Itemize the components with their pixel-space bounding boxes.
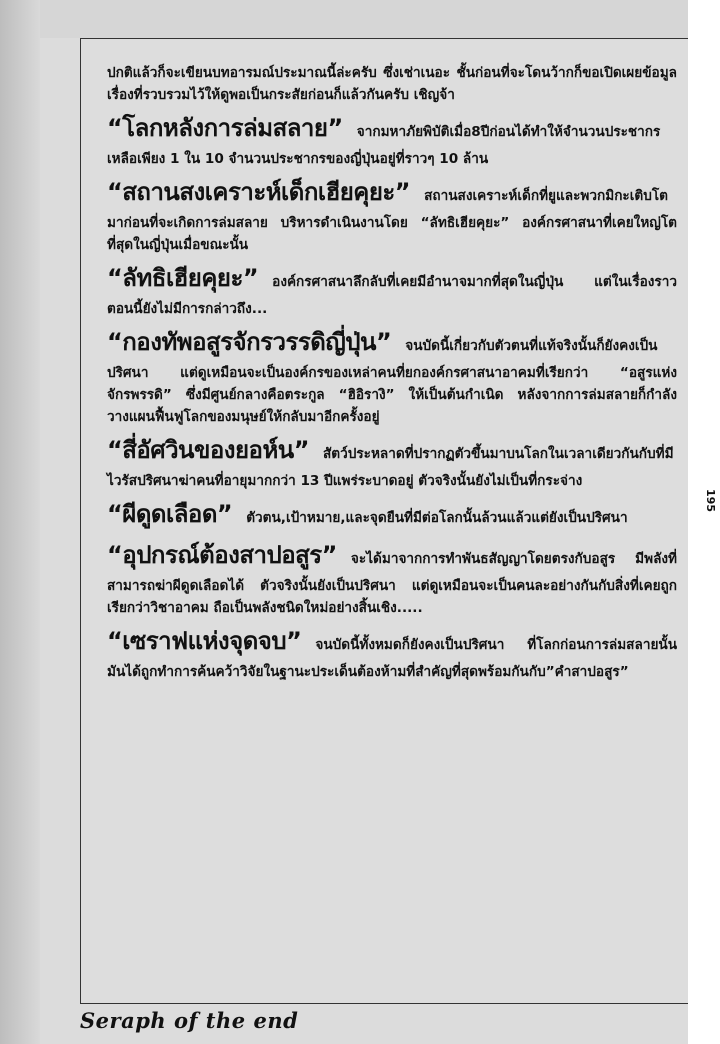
entry-text: จนบัดนี้ทั้งหมดก็ยังคงเป็นปริศนา ที่โลกก่อนการล่มสลายนั้นมันได้ถูกทำการค้นคว้าวิจัยในฐานะประเด็นต้องห้ามที่สำคัญที่สุดพร้อมกันกับ”คำสาปอสูร” <box>107 637 677 681</box>
entry-seraph-of-the-end <box>107 622 677 683</box>
scan-left-margin <box>0 0 40 1044</box>
entry-heading: “เซราฟแห่งจุดจบ” <box>107 627 302 656</box>
scan-top-margin <box>40 0 688 38</box>
scan-right-margin <box>688 0 720 1044</box>
entry-heading: “ลัทธิเฮียคุยะ” <box>107 263 259 292</box>
entry-heading: “อุปกรณ์ต้องสาปอสูร” <box>107 541 337 570</box>
entry-text: จนบัดนี้เกี่ยวกับตัวตนที่แท้จริงนั้นก็ยังคงเป็นปริศนา แต่ดูเหมือนจะเป็นองค์กรของเหล่าคนที่ยกองค์กรศาสนาอาคมที่เรียกว่า “อสูรแห่งจักรพรรดิ” ซึ่งมีศูนย์กลางคือตระกูล “ฮิอิรางิ” ให้เป็นต้นกำเนิด หลังจากการล่มสลายก็กำลังวางแผนฟื้นฟูโลกของมนุษย์ให้กลับมาอีกครั้งอยู่ <box>107 337 677 425</box>
footer-series-title: Seraph of the end <box>80 1008 299 1033</box>
entry-text: สัตว์ประหลาดที่ปรากฏตัวขึ้นมาบนโลกในเวลาเดียวกันกับที่มีไวรัสปริศนาฆ่าคนที่อายุมากกว่า 13 ปีแพร่ระบาดอยู่ ตัวจริงนั้นยังไม่เป็นที่กระจ่าง <box>107 445 674 489</box>
entry-text: ตัวตน,เป้าหมาย,และจุดยืนที่มีต่อโลกนั้นล้วนแล้วแต่ยังเป็นปริศนา <box>246 509 628 526</box>
entry-heading: “โลกหลังการล่มสลาย” <box>107 114 343 143</box>
entry-text: จากมหาภัยพิบัติเมื่อ8ปีก่อนได้ทำให้จำนวนประชากรเหลือเพียง 1 ใน 10 จำนวนประชากรของญี่ปุ่นอยู่ที่ราวๆ 10 ล้าน <box>107 124 661 167</box>
entry-four-horsemen <box>107 431 677 492</box>
entry-hyakuya-sect <box>107 259 677 320</box>
entry-heading: “กองทัพอสูรจักรวรรดิญี่ปุ่น” <box>107 327 392 356</box>
intro-paragraph: ปกติแล้วก็จะเขียนบทอารมณ์ประมาณนี้ล่ะครับ ซึ่งเช่าเนอะ ชั้นก่อนที่จะโดนว้ากก็ขอเปิดเผยข้อมูลเรื่องที่รวบรวมไว้ให้ดูพอเป็นกระสัยก่อนก็แล้วกันครับ เชิญจ้า <box>107 65 677 104</box>
entry-text: องค์กรศาสนาลึกลับที่เคยมีอำนาจมากที่สุดในญี่ปุ่น แต่ในเรื่องราวตอนนี้ยังไม่มีการกล่าวถึง... <box>107 273 677 317</box>
entry-heading: “สถานสงเคราะห์เด็กเฮียคุยะ” <box>107 177 411 206</box>
entry-vampires <box>107 495 677 534</box>
entry-heading: “สี่อัศวินของยอห์น” <box>107 435 309 464</box>
entry-text: สถานสงเคราะห์เด็กที่ยูและพวกมิกะเติบโตมาก่อนที่จะเกิดการล่มสลาย บริหารดำเนินงานโดย “ลัทธิเฮียคุยะ” องค์กรศาสนาที่เคยใหญ่โตที่สุดในญี่ปุ่นเมื่อขณะนั้น <box>107 187 677 253</box>
entry-hyakuya-orphanage <box>107 173 677 256</box>
article-body <box>107 62 677 686</box>
entry-cursed-gear <box>107 536 677 619</box>
entry-world-after-collapse <box>107 109 677 170</box>
entry-heading: “ผีดูดเลือด” <box>107 499 233 528</box>
entry-demon-army <box>107 323 677 428</box>
entry-text: จะได้มาจากการทำพันธสัญญาโดยตรงกับอสูร มีพลังที่สามารถฆ่าผีดูดเลือดได้ ตัวจริงนั้นยังเป็นปริศนา แต่ดูเหมือนจะเป็นคนละอย่างกันกับสิ่งที่เคยถูกเรียกว่าวิชาอาคม ถือเป็นพลังชนิดใหม่อย่างสิ้นเชิง..... <box>107 551 677 617</box>
page-number: 195 <box>703 489 717 512</box>
